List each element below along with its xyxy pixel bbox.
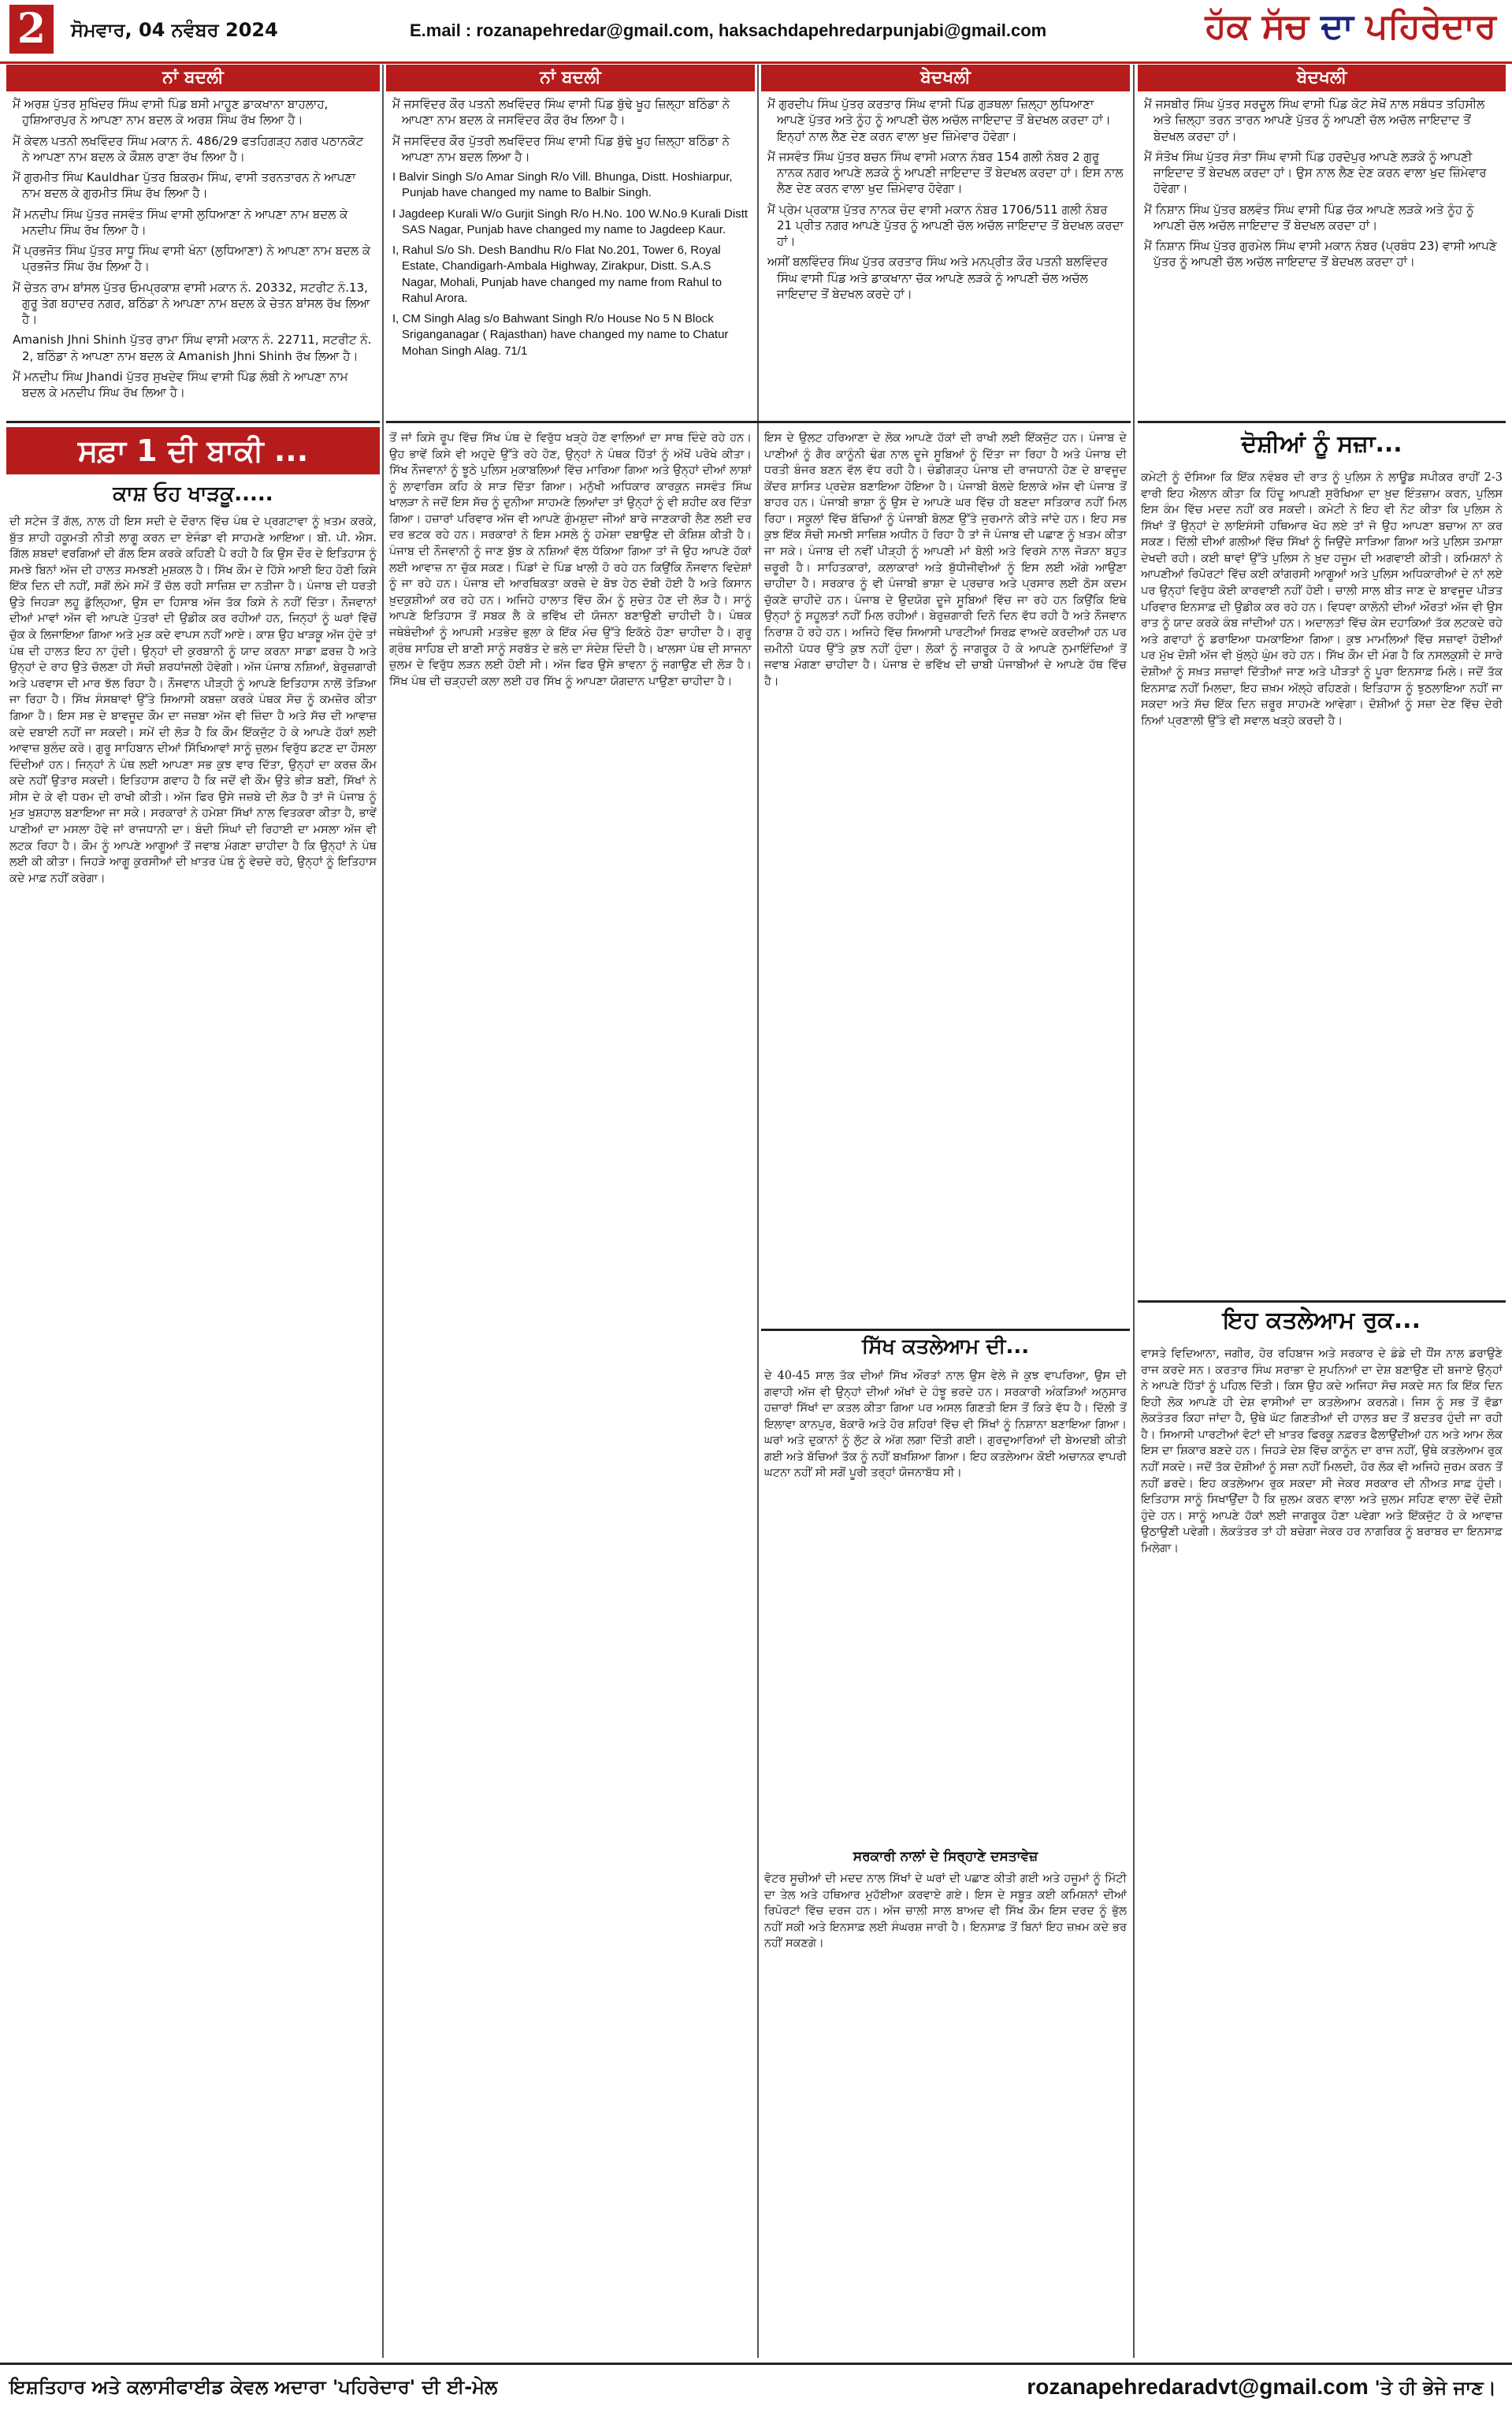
notice: ਮੈਂ ਜਸਵੰਤ ਸਿੰਘ ਪੁੱਤਰ ਬਚਨ ਸਿੰਘ ਵਾਸੀ ਮਕਾਨ ਨੰਬਰ 154 ਗਲੀ ਨੰਬਰ 2 ਗੁਰੂ ਨਾਨਕ ਨਗਰ ਆਪਣੇ ਲੜਕੇ ਨੂੰ ਆਪਣੀ ਜਾਇਦਾਦ ਤੋਂ ਬੇਦਖਲ ਕਰਦਾ ਹਾਂ। ਇਸ ਨਾਲ ਲੈਣ ਦੇਣ ਕਰਨ ਵਾਲਾ ਖੁਦ ਜ਼ਿੰਮੇਵਾਰ ਹੋਵੇਗਾ।: [767, 149, 1124, 196]
story-body: ਦੀ ਸਟੇਜ ਤੋਂ ਗੱਲ, ਨਾਲ ਹੀ ਇਸ ਸਦੀ ਦੇ ਦੌਰਾਨ ਵਿੱਚ ਪੰਥ ਦੇ ਪ੍ਰਗਟਾਵਾ ਨੂੰ ਖ਼ਤਮ ਕਰਕੇ, ਬੁੱਤ ਸ਼ਾਹੀ ਹਕੂਮਤੀ ਨੀਤੀ ਲਾਗੂ ਕਰਨ ਦਾ ਏਜੰਡਾ ਵੀ ਸਾਹਮਣੇ ਆਇਆ। ਬੀ. ਪੀ. ਐਸ. ਗਿੱਲ ਸ਼ਬਦਾਂ ਵਰਗਿਆਂ ਦੀ ਗੱਲ ਇਸ ਕਰਕੇ ਕਹਿਣੀ ਪੈ ਰਹੀ ਹੈ ਕਿ ਉਸ ਦੌਰ ਦੇ ਇਤਿਹਾਸ ਨੂੰ ਸਮਝੇ ਬਿਨਾਂ ਅੱਜ ਦੀ ਹਾਲਤ ਸਮਝਣੀ ਮੁਸ਼ਕਲ ਹੈ। ਸਿੱਖ ਕੌਮ ਦੇ ਹਿੱਸੇ ਆਈ ਇਹ ਹੋਣੀ ਕਿਸੇ ਇੱਕ ਦਿਨ ਦੀ ਨਹੀਂ, ਸਗੋਂ ਲੰਮੇ ਸਮੇਂ ਤੋਂ ਚੱਲ ਰਹੀ ਸਾਜ਼ਿਸ਼ ਦਾ ਨਤੀਜਾ ਹੈ। ਪੰਜਾਬ ਦੀ ਧਰਤੀ ਉਤੇ ਜਿਹੜਾ ਲਹੂ ਡੁੱਲ੍ਹਿਆ, ਉਸ ਦਾ ਹਿਸਾਬ ਅੱਜ ਤੱਕ ਕਿਸੇ ਨੇ ਨਹੀਂ ਦਿੱਤਾ। ਨੌਜਵਾਨਾਂ ਦੀਆਂ ਮਾਵਾਂ ਅੱਜ ਵੀ ਆਪਣੇ ਪੁੱਤਰਾਂ ਦੀ ਉਡੀਕ ਕਰ ਰਹੀਆਂ ਹਨ, ਜਿਨ੍ਹਾਂ ਨੂੰ ਘਰਾਂ ਵਿੱਚੋਂ ਚੁੱਕ ਕੇ ਲਿਜਾਇਆ ਗਿਆ ਅਤੇ ਮੁੜ ਕਦੇ ਵਾਪਸ ਨਹੀਂ ਆਏ। ਕਾਸ਼ ਉਹ ਖਾੜਕੂ ਅੱਜ ਹੁੰਦੇ ਤਾਂ ਪੰਥ ਦੀ ਹਾਲਤ ਇਹ ਨਾ ਹੁੰਦੀ। ਉਨ੍ਹਾਂ ਦੀ ਕੁਰਬਾਨੀ ਨੂੰ ਯਾਦ ਕਰਨਾ ਸਾਡਾ ਫ਼ਰਜ਼ ਹੈ ਅਤੇ ਉਨ੍ਹਾਂ ਦੇ ਰਾਹ ਉਤੇ ਚੱਲਣਾ ਹੀ ਸੱਚੀ ਸ਼ਰਧਾਂਜਲੀ ਹੋਵੇਗੀ। ਅੱਜ ਪੰਜਾਬ ਨਸ਼ਿਆਂ, ਬੇਰੁਜ਼ਗਾਰੀ ਅਤੇ ਪਰਵਾਸ ਦੀ ਮਾਰ ਝੱਲ ਰਿਹਾ ਹੈ। ਨੌਜਵਾਨ ਪੀੜ੍ਹੀ ਨੂੰ ਆਪਣੇ ਇਤਿਹਾਸ ਨਾਲੋਂ ਤੋੜਿਆ ਜਾ ਰਿਹਾ ਹੈ। ਸਿੱਖ ਸੰਸਥਾਵਾਂ ਉੱਤੇ ਸਿਆਸੀ ਕਬਜ਼ਾ ਕਰਕੇ ਪੰਥਕ ਸੋਚ ਨੂੰ ਕਮਜ਼ੋਰ ਕੀਤਾ ਗਿਆ ਹੈ। ਇਸ ਸਭ ਦੇ ਬਾਵਜੂਦ ਕੌਮ ਦਾ ਜਜ਼ਬਾ ਅੱਜ ਵੀ ਜ਼ਿੰਦਾ ਹੈ ਅਤੇ ਸੱਚ ਦੀ ਆਵਾਜ਼ ਕਦੇ ਦਬਾਈ ਨਹੀਂ ਜਾ ਸਕਦੀ। ਸਮੇਂ ਦੀ ਲੋੜ ਹੈ ਕਿ ਕੌਮ ਇੱਕਜੁੱਟ ਹੋ ਕੇ ਆਪਣੇ ਹੱਕਾਂ ਲਈ ਆਵਾਜ਼ ਬੁਲੰਦ ਕਰੇ। ਗੁਰੂ ਸਾਹਿਬਾਨ ਦੀਆਂ ਸਿੱਖਿਆਵਾਂ ਸਾਨੂੰ ਜ਼ੁਲਮ ਵਿਰੁੱਧ ਡਟਣ ਦਾ ਹੌਸਲਾ ਦਿੰਦੀਆਂ ਹਨ। ਜਿਨ੍ਹਾਂ ਨੇ ਪੰਥ ਲਈ ਆਪਣਾ ਸਭ ਕੁਝ ਵਾਰ ਦਿੱਤਾ, ਉਨ੍ਹਾਂ ਦਾ ਕਰਜ਼ ਕੌਮ ਕਦੇ ਨਹੀਂ ਉਤਾਰ ਸਕਦੀ। ਇਤਿਹਾਸ ਗਵਾਹ ਹੈ ਕਿ ਜਦੋਂ ਵੀ ਕੌਮ ਉਤੇ ਭੀੜ ਬਣੀ, ਸਿੱਖਾਂ ਨੇ ਸੀਸ ਦੇ ਕੇ ਵੀ ਧਰਮ ਦੀ ਰਾਖੀ ਕੀਤੀ। ਅੱਜ ਫਿਰ ਉਸੇ ਜਜ਼ਬੇ ਦੀ ਲੋੜ ਹੈ ਤਾਂ ਜੋ ਪੰਜਾਬ ਨੂੰ ਮੁੜ ਖੁਸ਼ਹਾਲ ਬਣਾਇਆ ਜਾ ਸਕੇ। ਸਰਕਾਰਾਂ ਨੇ ਹਮੇਸ਼ਾ ਸਿੱਖਾਂ ਨਾਲ ਵਿਤਕਰਾ ਕੀਤਾ ਹੈ, ਭਾਵੇਂ ਪਾਣੀਆਂ ਦਾ ਮਸਲਾ ਹੋਵੇ ਜਾਂ ਰਾਜਧਾਨੀ ਦਾ। ਬੰਦੀ ਸਿੰਘਾਂ ਦੀ ਰਿਹਾਈ ਦਾ ਮਸਲਾ ਅੱਜ ਵੀ ਲਟਕ ਰਿਹਾ ਹੈ। ਕੌਮ ਨੂੰ ਆਪਣੇ ਆਗੂਆਂ ਤੋਂ ਜਵਾਬ ਮੰਗਣਾ ਚਾਹੀਦਾ ਹੈ ਕਿ ਉਨ੍ਹਾਂ ਨੇ ਪੰਥ ਲਈ ਕੀ ਕੀਤਾ। ਜਿਹੜੇ ਆਗੂ ਕੁਰਸੀਆਂ ਦੀ ਖ਼ਾਤਰ ਪੰਥ ਨੂੰ ਵੇਚਦੇ ਰਹੇ, ਉਨ੍ਹਾਂ ਨੂੰ ਇਤਿਹਾਸ ਕਦੇ ਮਾਫ਼ ਨਹੀਂ ਕਰੇਗਾ।: [9, 515, 377, 885]
story-headline: ਕਾਸ਼ ਓਹ ਖਾੜਕੂ.....: [113, 482, 273, 506]
notice: I Balvir Singh S/o Amar Singh R/o Vill. Bhunga, Distt. Hoshiarpur, Punjab have changed my name to Balbir Singh.: [392, 170, 733, 200]
classifieds-column-4: [1138, 65, 1506, 270]
classifieds-column-1: [6, 65, 380, 400]
story-body: ਵਾਸਤੇ ਵਿਦਿਆਨਾ, ਜਗੀਰ, ਹੋਰ ਰਹਿਬਾਜ ਅਤੇ ਸਰਕਾਰ ਦੇ ਡੰਡੇ ਦੀ ਧੌਂਸ ਨਾਲ ਡਰਾਉਣੇ ਰਾਜ ਕਰਦੇ ਸਨ। ਕਰਤਾਰ ਸਿੰਘ ਸਰਾਭਾ ਦੇ ਸੁਪਨਿਆਂ ਦਾ ਦੇਸ਼ ਬਣਾਉਣ ਦੀ ਬਜਾਏ ਉਨ੍ਹਾਂ ਨੇ ਆਪਣੇ ਹਿੱਤਾਂ ਨੂੰ ਪਹਿਲ ਦਿੱਤੀ। ਕਿਸ ਉਹ ਕਦੇ ਅਜਿਹਾ ਸੋਚ ਸਕਦੇ ਸਨ ਕਿ ਇੱਕ ਦਿਨ ਇਹੀ ਲੋਕ ਆਪਣੇ ਹੀ ਦੇਸ਼ ਵਾਸੀਆਂ ਦਾ ਕਤਲੇਆਮ ਕਰਨਗੇ। ਜਿਸ ਨੂੰ ਸਭ ਤੋਂ ਵੱਡਾ ਲੋਕਤੰਤਰ ਕਿਹਾ ਜਾਂਦਾ ਹੈ, ਉਥੇ ਘੱਟ ਗਿਣਤੀਆਂ ਦੀ ਹਾਲਤ ਬਦ ਤੋਂ ਬਦਤਰ ਹੁੰਦੀ ਜਾ ਰਹੀ ਹੈ। ਸਿਆਸੀ ਪਾਰਟੀਆਂ ਵੋਟਾਂ ਦੀ ਖ਼ਾਤਰ ਫਿਰਕੂ ਨਫ਼ਰਤ ਫੈਲਾਉਂਦੀਆਂ ਹਨ ਅਤੇ ਆਮ ਲੋਕ ਇਸ ਦਾ ਸ਼ਿਕਾਰ ਬਣਦੇ ਹਨ। ਜਿਹੜੇ ਦੇਸ਼ ਵਿੱਚ ਕਾਨੂੰਨ ਦਾ ਰਾਜ ਨਹੀਂ, ਉਥੇ ਕਤਲੇਆਮ ਰੁਕ ਨਹੀਂ ਸਕਦੇ। ਜਦੋਂ ਤੱਕ ਦੋਸ਼ੀਆਂ ਨੂੰ ਸਜ਼ਾ ਨਹੀਂ ਮਿਲਦੀ, ਹੋਰ ਲੋਕ ਵੀ ਅਜਿਹੇ ਜੁਰਮ ਕਰਨ ਤੋਂ ਨਹੀਂ ਡਰਦੇ। ਇਹ ਕਤਲੇਆਮ ਰੁਕ ਸਕਦਾ ਸੀ ਜੇਕਰ ਸਰਕਾਰ ਦੀ ਨੀਅਤ ਸਾਫ਼ ਹੁੰਦੀ। ਇਤਿਹਾਸ ਸਾਨੂੰ ਸਿਖਾਉਂਦਾ ਹੈ ਕਿ ਜ਼ੁਲਮ ਕਰਨ ਵਾਲਾ ਅਤੇ ਜ਼ੁਲਮ ਸਹਿਣ ਵਾਲਾ ਦੋਵੇਂ ਦੋਸ਼ੀ ਹੁੰਦੇ ਹਨ। ਸਾਨੂੰ ਆਪਣੇ ਹੱਕਾਂ ਲਈ ਜਾਗਰੂਕ ਹੋਣਾ ਪਵੇਗਾ ਅਤੇ ਇੱਕਜੁੱਟ ਹੋ ਕੇ ਆਵਾਜ਼ ਉਠਾਉਣੀ ਪਵੇਗੀ। ਲੋਕਤੰਤਰ ਤਾਂ ਹੀ ਬਚੇਗਾ ਜੇਕਰ ਹਰ ਨਾਗਰਿਕ ਨੂੰ ਬਰਾਬਰ ਦਾ ਇਨਸਾਫ਼ ਮਿਲੇਗਾ।: [1141, 1348, 1503, 1555]
notice-list: [6, 96, 380, 400]
footer-notice: ਇਸ਼ਤਿਹਾਰ ਅਤੇ ਕਲਾਸੀਫਾਈਡ ਕੇਵਲ ਅਦਾਰਾ 'ਪਹਿਰੇਦਾਰ' ਦੀ ਈ-ਮੇਲ: [9, 2376, 498, 2398]
notice: I Jagdeep Kurali W/o Gurjit Singh R/o H.No. 100 W.No.9 Kurali Distt SAS Nagar, Punjab have changed my name to Jagdeep Kaur.: [392, 206, 749, 236]
story-subheading: ਸਰਕਾਰੀ ਨਾਲਾਂ ਦੇ ਸਿਰ੍ਹਾਣੇ ਦਸਤਾਵੇਜ਼: [853, 1849, 1038, 1865]
issue-date: ਸੋਮਵਾਰ, 04 ਨਵੰਬਰ 2024: [71, 19, 278, 41]
story-body: ਵੋਟਰ ਸੂਚੀਆਂ ਦੀ ਮਦਦ ਨਾਲ ਸਿੱਖਾਂ ਦੇ ਘਰਾਂ ਦੀ ਪਛਾਣ ਕੀਤੀ ਗਈ ਅਤੇ ਹਜੂਮਾਂ ਨੂੰ ਮਿੱਟੀ ਦਾ ਤੇਲ ਅਤੇ ਹਥਿਆਰ ਮੁਹੱਈਆ ਕਰਵਾਏ ਗਏ। ਇਸ ਦੇ ਸਬੂਤ ਕਈ ਕਮਿਸ਼ਨਾਂ ਦੀਆਂ ਰਿਪੋਰਟਾਂ ਵਿੱਚ ਦਰਜ ਹਨ। ਅੱਜ ਚਾਲੀ ਸਾਲ ਬਾਅਦ ਵੀ ਸਿੱਖ ਕੌਮ ਇਸ ਦਰਦ ਨੂੰ ਭੁੱਲ ਨਹੀਂ ਸਕੀ ਅਤੇ ਇਨਸਾਫ਼ ਲਈ ਸੰਘਰਸ਼ ਜਾਰੀ ਹੈ। ਇਨਸਾਫ਼ ਤੋਂ ਬਿਨਾਂ ਇਹ ਜ਼ਖ਼ਮ ਕਦੇ ਭਰ ਨਹੀਂ ਸਕਣਗੇ।: [764, 1872, 1127, 1950]
notice: ਮੈਂ ਨਿਸ਼ਾਨ ਸਿੰਘ ਪੁੱਤਰ ਗੁਰਮੇਲ ਸਿੰਘ ਵਾਸੀ ਮਕਾਨ ਨੰਬਰ (ਪ੍ਰਬੰਧ 23) ਵਾਸੀ ਆਪਣੇ ਪੁੱਤਰ ਨੂੰ ਆਪਣੀ ਚੱਲ ਅਚੱਲ ਜਾਇਦਾਦ ਤੋਂ ਬੇਦਖਲ ਕਰਦਾ ਹਾਂ।: [1144, 239, 1497, 270]
footer-contact: [1027, 2374, 1496, 2400]
story-headline: ਇਹ ਕਤਲੇਆਮ ਰੁਕ...: [1223, 1307, 1421, 1334]
masthead-part3: ਪਹਿਰੇਦਾਰ: [1365, 6, 1496, 46]
column-title: ਨਾਂ ਬਦਲੀ: [386, 65, 755, 91]
column-title: ਬੇਦਖਲੀ: [761, 65, 1130, 91]
column-divider: [757, 65, 759, 2358]
column-divider: [1133, 65, 1135, 2358]
notice: ਮੈਂ ਗੁਰਮੀਤ ਸਿੰਘ Kauldhar ਪੁੱਤਰ ਬਿਕਰਮ ਸਿੰਘ, ਵਾਸੀ ਤਰਨਤਾਰਨ ਨੇ ਆਪਣਾ ਨਾਮ ਬਦਲ ਕੇ ਗੁਰਮੀਤ ਸਿੰਘ ਰੱਖ ਲਿਆ ਹੈ।: [13, 170, 356, 201]
notice: ਮੈਂ ਪ੍ਰਭਜੋਤ ਸਿੰਘ ਪੁੱਤਰ ਸਾਧੂ ਸਿੰਘ ਵਾਸੀ ਖੰਨਾ (ਲੁਧਿਆਣਾ) ਨੇ ਆਪਣਾ ਨਾਮ ਬਦਲ ਕੇ ਪ੍ਰਭਜੋਤ ਸਿੰਘ ਰੱਖ ਲਿਆ ਹੈ।: [13, 244, 371, 274]
notice: I, Rahul S/o Sh. Desh Bandhu R/o Flat No.201, Tower 6, Royal Estate, Chandigarh-Ambala Highway, Zirakpur, Distt. S.A.S Nagar, Mohali, Punjab have changed my name from Rahul to Rahul Arora.: [392, 244, 723, 305]
section-divider: [6, 421, 380, 423]
notice: ਮੈਂ ਸੰਤੋਖ ਸਿੰਘ ਪੁੱਤਰ ਸੰਤਾ ਸਿੰਘ ਵਾਸੀ ਪਿੰਡ ਹਰਦੋਪੁਰ ਆਪਣੇ ਲੜਕੇ ਨੂੰ ਆਪਣੀ ਜਾਇਦਾਦ ਤੋਂ ਬੇਦਖਲ ਕਰਦਾ ਹਾਂ। ਉਸ ਨਾਲ ਲੈਣ ਦੇਣ ਕਰਨ ਵਾਲਾ ਖੁਦ ਜ਼ਿੰਮੇਵਾਰ ਹੋਵੇਗਾ।: [1144, 149, 1487, 196]
story-body: ਤੋਂ ਜਾਂ ਕਿਸੇ ਰੂਪ ਵਿੱਚ ਸਿੱਖ ਪੰਥ ਦੇ ਵਿਰੁੱਧ ਖੜ੍ਹੇ ਹੋਣ ਵਾਲਿਆਂ ਦਾ ਸਾਥ ਦਿੰਦੇ ਰਹੇ ਹਨ। ਉਹ ਭਾਵੇਂ ਕਿਸੇ ਵੀ ਅਹੁਦੇ ਉੱਤੇ ਰਹੇ ਹੋਣ, ਉਨ੍ਹਾਂ ਨੇ ਪੰਥਕ ਹਿੱਤਾਂ ਨੂੰ ਅੱਖੋਂ ਪਰੋਖੇ ਕੀਤਾ। ਸਿੱਖ ਨੌਜਵਾਨਾਂ ਨੂੰ ਝੂਠੇ ਪੁਲਿਸ ਮੁਕਾਬਲਿਆਂ ਵਿੱਚ ਮਾਰਿਆ ਗਿਆ ਅਤੇ ਉਨ੍ਹਾਂ ਦੀਆਂ ਲਾਸ਼ਾਂ ਨੂੰ ਲਾਵਾਰਿਸ ਕਹਿ ਕੇ ਸਾੜ ਦਿੱਤਾ ਗਿਆ। ਮਨੁੱਖੀ ਅਧਿਕਾਰ ਕਾਰਕੁਨ ਜਸਵੰਤ ਸਿੰਘ ਖਾਲੜਾ ਨੇ ਜਦੋਂ ਇਸ ਸੱਚ ਨੂੰ ਦੁਨੀਆ ਸਾਹਮਣੇ ਲਿਆਂਦਾ ਤਾਂ ਉਨ੍ਹਾਂ ਨੂੰ ਵੀ ਸ਼ਹੀਦ ਕਰ ਦਿੱਤਾ ਗਿਆ। ਹਜ਼ਾਰਾਂ ਪਰਿਵਾਰ ਅੱਜ ਵੀ ਆਪਣੇ ਗੁੰਮਸ਼ੁਦਾ ਜੀਆਂ ਬਾਰੇ ਜਾਣਕਾਰੀ ਲੈਣ ਲਈ ਦਰ ਦਰ ਭਟਕ ਰਹੇ ਹਨ। ਸਰਕਾਰਾਂ ਨੇ ਇਸ ਮਸਲੇ ਨੂੰ ਹਮੇਸ਼ਾ ਦਬਾਉਣ ਦੀ ਕੋਸ਼ਿਸ਼ ਕੀਤੀ ਹੈ। ਪੰਜਾਬ ਦੀ ਨੌਜਵਾਨੀ ਨੂੰ ਜਾਣ ਬੁੱਝ ਕੇ ਨਸ਼ਿਆਂ ਵੱਲ ਧੱਕਿਆ ਗਿਆ ਤਾਂ ਜੋ ਉਹ ਆਪਣੇ ਹੱਕਾਂ ਲਈ ਆਵਾਜ਼ ਨਾ ਚੁੱਕ ਸਕਣ। ਪਿੰਡਾਂ ਦੇ ਪਿੰਡ ਖਾਲੀ ਹੋ ਰਹੇ ਹਨ ਕਿਉਂਕਿ ਨੌਜਵਾਨ ਵਿਦੇਸ਼ਾਂ ਨੂੰ ਜਾ ਰਹੇ ਹਨ। ਪੰਜਾਬ ਦੀ ਆਰਥਿਕਤਾ ਕਰਜ਼ੇ ਦੇ ਬੋਝ ਹੇਠ ਦੱਬੀ ਹੋਈ ਹੈ ਅਤੇ ਕਿਸਾਨ ਖ਼ੁਦਕੁਸ਼ੀਆਂ ਕਰ ਰਹੇ ਹਨ। ਅਜਿਹੇ ਹਾਲਾਤ ਵਿੱਚ ਕੌਮ ਨੂੰ ਸੁਚੇਤ ਹੋਣ ਦੀ ਲੋੜ ਹੈ। ਸਾਨੂੰ ਆਪਣੇ ਇਤਿਹਾਸ ਤੋਂ ਸਬਕ ਲੈ ਕੇ ਭਵਿੱਖ ਦੀ ਯੋਜਨਾ ਬਣਾਉਣੀ ਚਾਹੀਦੀ ਹੈ। ਪੰਥਕ ਜਥੇਬੰਦੀਆਂ ਨੂੰ ਆਪਸੀ ਮਤਭੇਦ ਭੁਲਾ ਕੇ ਇੱਕ ਮੰਚ ਉੱਤੇ ਇਕੱਠੇ ਹੋਣਾ ਚਾਹੀਦਾ ਹੈ। ਗੁਰੂ ਗ੍ਰੰਥ ਸਾਹਿਬ ਦੀ ਬਾਣੀ ਸਾਨੂੰ ਸਰਬੱਤ ਦੇ ਭਲੇ ਦਾ ਸੰਦੇਸ਼ ਦਿੰਦੀ ਹੈ। ਖਾਲਸਾ ਪੰਥ ਦੀ ਸਾਜਨਾ ਜ਼ੁਲਮ ਦੇ ਵਿਰੁੱਧ ਲੜਨ ਲਈ ਹੋਈ ਸੀ। ਅੱਜ ਫਿਰ ਉਸੇ ਭਾਵਨਾ ਨੂੰ ਜਗਾਉਣ ਦੀ ਲੋੜ ਹੈ। ਸਿੱਖ ਪੰਥ ਦੀ ਚੜ੍ਹਦੀ ਕਲਾ ਲਈ ਹਰ ਸਿੱਖ ਨੂੰ ਆਪਣਾ ਯੋਗਦਾਨ ਪਾਉਣਾ ਚਾਹੀਦਾ ਹੈ।: [389, 432, 752, 688]
masthead-logo: [1205, 6, 1496, 46]
classifieds-column-3: [761, 65, 1130, 302]
notice: ਮੈਂ ਚੇਤਨ ਰਾਮ ਬਾਂਸਲ ਪੁੱਤਰ ਓਮਪ੍ਰਕਾਸ਼ ਵਾਸੀ ਮਕਾਨ ਨੰ. 20332, ਸਟਰੀਟ ਨੰ.13, ਗੁਰੂ ਤੇਗ ਬਹਾਦਰ ਨਗਰ, ਬਠਿੰਡਾ ਨੇ ਆਪਣਾ ਨਾਮ ਬਦਲ ਕੇ ਚੇਤਨ ਬਾਂਸਲ ਰੱਖ ਲਿਆ ਹੈ।: [13, 280, 370, 326]
page-number: 2: [9, 5, 54, 54]
notice: ਮੈਂ ਮਨਦੀਪ ਸਿੰਘ Jhandi ਪੁੱਤਰ ਸੁਖਦੇਵ ਸਿੰਘ ਵਾਸੀ ਪਿੰਡ ਲੰਬੀ ਨੇ ਆਪਣਾ ਨਾਮ ਬਦਲ ਕੇ ਮਨਦੀਪ ਸਿੰਘ ਰੱਖ ਲਿਆ ਹੈ।: [13, 369, 348, 400]
story-body: ਦੇ 40-45 ਸਾਲ ਤੱਕ ਦੀਆਂ ਸਿੱਖ ਔਰਤਾਂ ਨਾਲ ਉਸ ਵੇਲੇ ਜੋ ਕੁਝ ਵਾਪਰਿਆ, ਉਸ ਦੀ ਗਵਾਹੀ ਅੱਜ ਵੀ ਉਨ੍ਹਾਂ ਦੀਆਂ ਅੱਖਾਂ ਦੇ ਹੰਝੂ ਭਰਦੇ ਹਨ। ਸਰਕਾਰੀ ਅੰਕੜਿਆਂ ਅਨੁਸਾਰ ਹਜ਼ਾਰਾਂ ਸਿੱਖਾਂ ਦਾ ਕਤਲ ਕੀਤਾ ਗਿਆ ਪਰ ਅਸਲ ਗਿਣਤੀ ਇਸ ਤੋਂ ਕਿਤੇ ਵੱਧ ਹੈ। ਦਿੱਲੀ ਤੋਂ ਇਲਾਵਾ ਕਾਨਪੁਰ, ਬੋਕਾਰੋ ਅਤੇ ਹੋਰ ਸ਼ਹਿਰਾਂ ਵਿੱਚ ਵੀ ਸਿੱਖਾਂ ਨੂੰ ਨਿਸ਼ਾਨਾ ਬਣਾਇਆ ਗਿਆ। ਘਰਾਂ ਅਤੇ ਦੁਕਾਨਾਂ ਨੂੰ ਲੁੱਟ ਕੇ ਅੱਗ ਲਗਾ ਦਿੱਤੀ ਗਈ। ਗੁਰਦੁਆਰਿਆਂ ਦੀ ਬੇਅਦਬੀ ਕੀਤੀ ਗਈ ਅਤੇ ਬੱਚਿਆਂ ਤੱਕ ਨੂੰ ਨਹੀਂ ਬਖ਼ਸ਼ਿਆ ਗਿਆ। ਇਹ ਕਤਲੇਆਮ ਕੋਈ ਅਚਾਨਕ ਵਾਪਰੀ ਘਟਨਾ ਨਹੀਂ ਸੀ ਸਗੋਂ ਪੂਰੀ ਤਰ੍ਹਾਂ ਯੋਜਨਾਬੱਧ ਸੀ।: [764, 1370, 1127, 1480]
section-divider: [386, 421, 1131, 423]
notice: ਮੈਂ ਪ੍ਰੇਮ ਪ੍ਰਕਾਸ਼ ਪੁੱਤਰ ਨਾਨਕ ਚੰਦ ਵਾਸੀ ਮਕਾਨ ਨੰਬਰ 1706/511 ਗਲੀ ਨੰਬਰ 21 ਪ੍ਰੀਤ ਨਗਰ ਆਪਣੇ ਪੁੱਤਰ ਨੂੰ ਆਪਣੀ ਚੱਲ ਅਚੱਲ ਜਾਇਦਾਦ ਤੋਂ ਬੇਦਖਲ ਕਰਦਾ ਹਾਂ।: [767, 202, 1124, 248]
section-divider: [1138, 421, 1506, 423]
notice: Amanish Jhni Shinh ਪੁੱਤਰ ਰਾਮਾ ਸਿੰਘ ਵਾਸੀ ਮਕਾਨ ਨੰ. 22711, ਸਟਰੀਟ ਨੰ. 2, ਬਠਿੰਡਾ ਨੇ ਆਪਣਾ ਨਾਮ ਬਦਲ ਕੇ Amanish Jhni Shinh ਰੱਖ ਲਿਆ ਹੈ।: [13, 333, 372, 363]
section-divider: [1138, 1300, 1506, 1303]
notice: ਮੈਂ ਅਰਸ਼ ਪੁੱਤਰ ਸੁਖਿੰਦਰ ਸਿੰਘ ਵਾਸੀ ਪਿੰਡ ਬਸੀ ਮਾਹੂਣ ਡਾਕਖਾਨਾ ਬਾਹਲਾਹ, ਹੁਸ਼ਿਆਰਪੁਰ ਨੇ ਆਪਣਾ ਨਾਮ ਬਦਲ ਕੇ ਅਰਸ਼ ਸਿੰਘ ਰੱਖ ਲਿਆ ਹੈ।: [13, 97, 329, 128]
footer-email: rozanapehredaradvt@gmail.com: [1027, 2374, 1369, 2399]
notice: I, CM Singh Alag s/o Bahwant Singh R/o House No 5 N Block Sriganganagar ( Rajasthan) have changed my name to Chatur Mohan Singh Alag. 71/1: [392, 312, 729, 358]
column-title: ਬੇਦਖਲੀ: [1138, 65, 1506, 91]
header-email: E.mail : rozanapehredar@gmail.com, haksachdapehredarpunjabi@gmail.com: [410, 20, 1047, 40]
masthead-part2: ਦਾ: [1308, 6, 1366, 46]
notice: ਮੈਂ ਜਸਵਿੰਦਰ ਕੌਰ ਪੁੱਤਰੀ ਲਖਵਿੰਦਰ ਸਿੰਘ ਵਾਸੀ ਪਿੰਡ ਬੁੱਢੇ ਖੂਹ ਜ਼ਿਲ੍ਹਾ ਬਠਿੰਡਾ ਨੇ ਆਪਣਾ ਨਾਮ ਬਦਲ ਲਿਆ ਹੈ।: [392, 133, 730, 164]
footer-tail: 'ਤੇ ਹੀ ਭੇਜੇ ਜਾਣ।: [1374, 2377, 1496, 2399]
story-body: ਕਮੇਟੀ ਨੂੰ ਦੱਸਿਆ ਕਿ ਇੱਕ ਨਵੰਬਰ ਦੀ ਰਾਤ ਨੂੰ ਪੁਲਿਸ ਨੇ ਲਾਊਡ ਸਪੀਕਰ ਰਾਹੀਂ 2-3 ਵਾਰੀ ਇਹ ਐਲਾਨ ਕੀਤਾ ਕਿ ਹਿੰਦੂ ਆਪਣੀ ਸੁਰੱਖਿਆ ਦਾ ਖ਼ੁਦ ਇੰਤਜ਼ਾਮ ਕਰਨ, ਪੁਲਿਸ ਇਸ ਕੰਮ ਵਿੱਚ ਮਦਦ ਨਹੀਂ ਕਰ ਸਕਦੀ। ਕਮੇਟੀ ਨੇ ਇਹ ਵੀ ਨੋਟ ਕੀਤਾ ਕਿ ਪੁਲਿਸ ਨੇ ਸਿੱਖਾਂ ਤੋਂ ਉਨ੍ਹਾਂ ਦੇ ਲਾਇਸੰਸੀ ਹਥਿਆਰ ਖੋਹ ਲਏ ਤਾਂ ਜੋ ਉਹ ਆਪਣਾ ਬਚਾਅ ਨਾ ਕਰ ਸਕਣ। ਦਿੱਲੀ ਦੀਆਂ ਗਲੀਆਂ ਵਿੱਚ ਸਿੱਖਾਂ ਨੂੰ ਜਿਉਂਦੇ ਸਾੜਿਆ ਗਿਆ ਅਤੇ ਪੁਲਿਸ ਤਮਾਸ਼ਾ ਦੇਖਦੀ ਰਹੀ। ਕਈ ਥਾਵਾਂ ਉੱਤੇ ਪੁਲਿਸ ਨੇ ਖ਼ੁਦ ਹਜੂਮ ਦੀ ਅਗਵਾਈ ਕੀਤੀ। ਕਮਿਸ਼ਨਾਂ ਨੇ ਆਪਣੀਆਂ ਰਿਪੋਰਟਾਂ ਵਿੱਚ ਕਈ ਕਾਂਗਰਸੀ ਆਗੂਆਂ ਅਤੇ ਪੁਲਿਸ ਅਧਿਕਾਰੀਆਂ ਦੇ ਨਾਂ ਲਏ ਪਰ ਉਨ੍ਹਾਂ ਵਿਰੁੱਧ ਕੋਈ ਕਾਰਵਾਈ ਨਹੀਂ ਹੋਈ। ਚਾਲੀ ਸਾਲ ਬੀਤ ਜਾਣ ਦੇ ਬਾਵਜੂਦ ਪੀੜਤ ਪਰਿਵਾਰ ਇਨਸਾਫ਼ ਦੀ ਉਡੀਕ ਕਰ ਰਹੇ ਹਨ। ਵਿਧਵਾ ਕਾਲੋਨੀ ਦੀਆਂ ਔਰਤਾਂ ਅੱਜ ਵੀ ਉਸ ਰਾਤ ਨੂੰ ਯਾਦ ਕਰਕੇ ਕੰਬ ਜਾਂਦੀਆਂ ਹਨ। ਅਦਾਲਤਾਂ ਵਿੱਚ ਕੇਸ ਦਹਾਕਿਆਂ ਤੱਕ ਲਟਕਦੇ ਰਹੇ ਅਤੇ ਗਵਾਹਾਂ ਨੂੰ ਡਰਾਇਆ ਧਮਕਾਇਆ ਗਿਆ। ਕੁਝ ਮਾਮਲਿਆਂ ਵਿੱਚ ਸਜ਼ਾਵਾਂ ਹੋਈਆਂ ਪਰ ਮੁੱਖ ਦੋਸ਼ੀ ਅੱਜ ਵੀ ਖੁੱਲ੍ਹੇ ਘੁੰਮ ਰਹੇ ਹਨ। ਸਿੱਖ ਕੌਮ ਦੀ ਮੰਗ ਹੈ ਕਿ ਨਸਲਕੁਸ਼ੀ ਦੇ ਸਾਰੇ ਦੋਸ਼ੀਆਂ ਨੂੰ ਸਖ਼ਤ ਸਜ਼ਾਵਾਂ ਦਿੱਤੀਆਂ ਜਾਣ ਅਤੇ ਪੀੜਤਾਂ ਨੂੰ ਪੂਰਾ ਇਨਸਾਫ਼ ਮਿਲੇ। ਜਦੋਂ ਤੱਕ ਇਨਸਾਫ਼ ਨਹੀਂ ਮਿਲਦਾ, ਇਹ ਜ਼ਖ਼ਮ ਅੱਲ੍ਹੇ ਰਹਿਣਗੇ। ਇਤਿਹਾਸ ਨੂੰ ਝੁਠਲਾਇਆ ਨਹੀਂ ਜਾ ਸਕਦਾ ਅਤੇ ਸੱਚ ਇੱਕ ਦਿਨ ਜ਼ਰੂਰ ਸਾਹਮਣੇ ਆਵੇਗਾ। ਦੋਸ਼ੀਆਂ ਨੂੰ ਸਜ਼ਾ ਦੇਣ ਵਿੱਚ ਦੇਰੀ ਨਿਆਂ ਪ੍ਰਣਾਲੀ ਉੱਤੇ ਵੀ ਸਵਾਲ ਖੜ੍ਹੇ ਕਰਦੀ ਹੈ।: [1141, 471, 1503, 727]
section-divider: [761, 1329, 1130, 1331]
story-headline: ਸਿੱਖ ਕਤਲੇਆਮ ਦੀ...: [861, 1335, 1030, 1359]
notice: ਮੈਂ ਮਨਦੀਪ ਸਿੰਘ ਪੁੱਤਰ ਜਸਵੰਤ ਸਿੰਘ ਵਾਸੀ ਲੁਧਿਆਣਾ ਨੇ ਆਪਣਾ ਨਾਮ ਬਦਲ ਕੇ ਮਨਦੀਪ ਸਿੰਘ ਰੱਖ ਲਿਆ ਹੈ।: [13, 206, 348, 237]
page-footer: [0, 2363, 1512, 2413]
classifieds-column-2: [386, 65, 755, 359]
notice: ਮੈਂ ਗੁਰਦੀਪ ਸਿੰਘ ਪੁੱਤਰ ਕਰਤਾਰ ਸਿੰਘ ਵਾਸੀ ਪਿੰਡ ਗੁੜਥਲਾ ਜ਼ਿਲ੍ਹਾ ਲੁਧਿਆਣਾ ਆਪਣੇ ਪੁੱਤਰ ਅਤੇ ਨੂੰਹ ਨੂੰ ਆਪਣੀ ਚੱਲ ਅਚੱਲ ਜਾਇਦਾਦ ਤੋਂ ਬੇਦਖਲ ਕਰਦਾ ਹਾਂ। ਇਨ੍ਹਾਂ ਨਾਲ ਲੈਣ ਦੇਣ ਕਰਨ ਵਾਲਾ ਖੁਦ ਜ਼ਿੰਮੇਵਾਰ ਹੋਵੇਗਾ।: [767, 97, 1111, 143]
page-header: [0, 0, 1512, 64]
column-divider: [382, 65, 384, 2358]
notice: ਮੈਂ ਜਸਵਿੰਦਰ ਕੌਰ ਪਤਨੀ ਲਖਵਿੰਦਰ ਸਿੰਘ ਵਾਸੀ ਪਿੰਡ ਬੁੱਢੇ ਖੂਹ ਜ਼ਿਲ੍ਹਾ ਬਠਿੰਡਾ ਨੇ ਆਪਣਾ ਨਾਮ ਬਦਲ ਕੇ ਜਸਵਿੰਦਰ ਕੌਰ ਰੱਖ ਲਿਆ ਹੈ।: [392, 97, 730, 128]
continued-banner: ਸਫ਼ਾ 1 ਦੀ ਬਾਕੀ ...: [6, 427, 380, 474]
notice: ਮੈਂ ਜਸਬੀਰ ਸਿੰਘ ਪੁੱਤਰ ਸਰਦੂਲ ਸਿੰਘ ਵਾਸੀ ਪਿੰਡ ਕੋਟ ਸੇਖੋਂ ਨਾਲ ਸਬੰਧਤ ਤਹਿਸੀਲ ਅਤੇ ਜ਼ਿਲ੍ਹਾ ਤਰਨ ਤਾਰਨ ਆਪਣੇ ਪੁੱਤਰ ਨੂੰ ਆਪਣੀ ਚੱਲ ਅਚੱਲ ਜਾਇਦਾਦ ਤੋਂ ਬੇਦਖਲ ਕਰਦਾ ਹਾਂ।: [1144, 97, 1485, 143]
notice: ਮੈਂ ਕੇਵਲ ਪਤਨੀ ਲਖਵਿੰਦਰ ਸਿੰਘ ਮਕਾਨ ਨੰ. 486/29 ਫਤਹਿਗੜ੍ਹ ਨਗਰ ਪਠਾਨਕੋਟ ਨੇ ਆਪਣਾ ਨਾਮ ਬਦਲ ਕੇ ਕੌਸ਼ਲ ਰਾਣਾ ਰੱਖ ਲਿਆ ਹੈ।: [13, 133, 364, 164]
notice: ਮੈਂ ਨਿਸ਼ਾਨ ਸਿੰਘ ਪੁੱਤਰ ਬਲਵੰਤ ਸਿੰਘ ਵਾਸੀ ਪਿੰਡ ਚੱਕ ਆਪਣੇ ਲੜਕੇ ਅਤੇ ਨੂੰਹ ਨੂੰ ਆਪਣੀ ਚੱਲ ਅਚੱਲ ਜਾਇਦਾਦ ਤੋਂ ਬੇਦਖਲ ਕਰਦਾ ਹਾਂ।: [1144, 202, 1474, 232]
story-body: ਇਸ ਦੇ ਉਲਟ ਹਰਿਆਣਾ ਦੇ ਲੋਕ ਆਪਣੇ ਹੱਕਾਂ ਦੀ ਰਾਖੀ ਲਈ ਇੱਕਜੁੱਟ ਹਨ। ਪੰਜਾਬ ਦੇ ਪਾਣੀਆਂ ਨੂੰ ਗੈਰ ਕਾਨੂੰਨੀ ਢੰਗ ਨਾਲ ਦੂਜੇ ਸੂਬਿਆਂ ਨੂੰ ਦਿੱਤਾ ਜਾ ਰਿਹਾ ਹੈ ਅਤੇ ਪੰਜਾਬ ਦੀ ਧਰਤੀ ਬੰਜਰ ਬਣਨ ਵੱਲ ਵੱਧ ਰਹੀ ਹੈ। ਚੰਡੀਗੜ੍ਹ ਪੰਜਾਬ ਦੀ ਰਾਜਧਾਨੀ ਹੋਣ ਦੇ ਬਾਵਜੂਦ ਕੇਂਦਰ ਸ਼ਾਸਿਤ ਪ੍ਰਦੇਸ਼ ਬਣਾਇਆ ਹੋਇਆ ਹੈ। ਪੰਜਾਬੀ ਬੋਲਦੇ ਇਲਾਕੇ ਅੱਜ ਵੀ ਪੰਜਾਬ ਤੋਂ ਬਾਹਰ ਹਨ। ਪੰਜਾਬੀ ਭਾਸ਼ਾ ਨੂੰ ਉਸ ਦੇ ਆਪਣੇ ਘਰ ਵਿੱਚ ਹੀ ਬਣਦਾ ਸਤਿਕਾਰ ਨਹੀਂ ਮਿਲ ਰਿਹਾ। ਸਕੂਲਾਂ ਵਿੱਚ ਬੱਚਿਆਂ ਨੂੰ ਪੰਜਾਬੀ ਬੋਲਣ ਉੱਤੇ ਜੁਰਮਾਨੇ ਕੀਤੇ ਜਾਂਦੇ ਹਨ। ਇਹ ਸਭ ਕੁਝ ਇੱਕ ਸੋਚੀ ਸਮਝੀ ਸਾਜ਼ਿਸ਼ ਅਧੀਨ ਹੋ ਰਿਹਾ ਹੈ ਤਾਂ ਜੋ ਪੰਜਾਬ ਦੀ ਪਛਾਣ ਨੂੰ ਖ਼ਤਮ ਕੀਤਾ ਜਾ ਸਕੇ। ਪੰਜਾਬ ਦੀ ਨਵੀਂ ਪੀੜ੍ਹੀ ਨੂੰ ਆਪਣੀ ਮਾਂ ਬੋਲੀ ਅਤੇ ਵਿਰਸੇ ਨਾਲ ਜੋੜਨਾ ਬਹੁਤ ਜ਼ਰੂਰੀ ਹੈ। ਸਾਹਿਤਕਾਰਾਂ, ਕਲਾਕਾਰਾਂ ਅਤੇ ਬੁੱਧੀਜੀਵੀਆਂ ਨੂੰ ਇਸ ਲਈ ਅੱਗੇ ਆਉਣਾ ਚਾਹੀਦਾ ਹੈ। ਸਰਕਾਰ ਨੂੰ ਵੀ ਪੰਜਾਬੀ ਭਾਸ਼ਾ ਦੇ ਪ੍ਰਚਾਰ ਅਤੇ ਪ੍ਰਸਾਰ ਲਈ ਠੋਸ ਕਦਮ ਚੁੱਕਣੇ ਚਾਹੀਦੇ ਹਨ। ਪੰਜਾਬ ਦੇ ਉਦਯੋਗ ਦੂਜੇ ਸੂਬਿਆਂ ਵਿੱਚ ਜਾ ਰਹੇ ਹਨ ਕਿਉਂਕਿ ਇਥੇ ਉਨ੍ਹਾਂ ਨੂੰ ਸਹੂਲਤਾਂ ਨਹੀਂ ਮਿਲ ਰਹੀਆਂ। ਬੇਰੁਜ਼ਗਾਰੀ ਦਿਨੋ ਦਿਨ ਵੱਧ ਰਹੀ ਹੈ ਅਤੇ ਨੌਜਵਾਨ ਨਿਰਾਸ਼ ਹੋ ਰਹੇ ਹਨ। ਅਜਿਹੇ ਵਿੱਚ ਸਿਆਸੀ ਪਾਰਟੀਆਂ ਸਿਰਫ਼ ਵਾਅਦੇ ਕਰਦੀਆਂ ਹਨ ਪਰ ਜ਼ਮੀਨੀ ਪੱਧਰ ਉੱਤੇ ਕੁਝ ਨਹੀਂ ਹੁੰਦਾ। ਲੋਕਾਂ ਨੂੰ ਜਾਗਰੂਕ ਹੋ ਕੇ ਆਪਣੇ ਨੁਮਾਇੰਦਿਆਂ ਤੋਂ ਜਵਾਬ ਮੰਗਣਾ ਚਾਹੀਦਾ ਹੈ। ਪੰਜਾਬ ਦੇ ਭਵਿੱਖ ਦੀ ਚਾਬੀ ਪੰਜਾਬੀਆਂ ਦੇ ਆਪਣੇ ਹੱਥ ਵਿੱਚ ਹੈ।: [764, 432, 1127, 688]
story-headline: ਦੋਸ਼ੀਆਂ ਨੂੰ ਸਜ਼ਾ...: [1241, 430, 1402, 458]
masthead-part1: ਹੱਕ ਸੱਚ: [1205, 6, 1309, 46]
column-title: ਨਾਂ ਬਦਲੀ: [6, 65, 380, 91]
notice: ਅਸੀਂ ਬਲਵਿੰਦਰ ਸਿੰਘ ਪੁੱਤਰ ਕਰਤਾਰ ਸਿੰਘ ਅਤੇ ਮਨਪ੍ਰੀਤ ਕੌਰ ਪਤਨੀ ਬਲਵਿੰਦਰ ਸਿੰਘ ਵਾਸੀ ਪਿੰਡ ਅਤੇ ਡਾਕਖਾਨਾ ਚੱਕ ਆਪਣੇ ਲੜਕੇ ਨੂੰ ਆਪਣੀ ਚੱਲ ਅਚੱਲ ਜਾਇਦਾਦ ਤੋਂ ਬੇਦਖਲ ਕਰਦੇ ਹਾਂ।: [767, 255, 1108, 301]
